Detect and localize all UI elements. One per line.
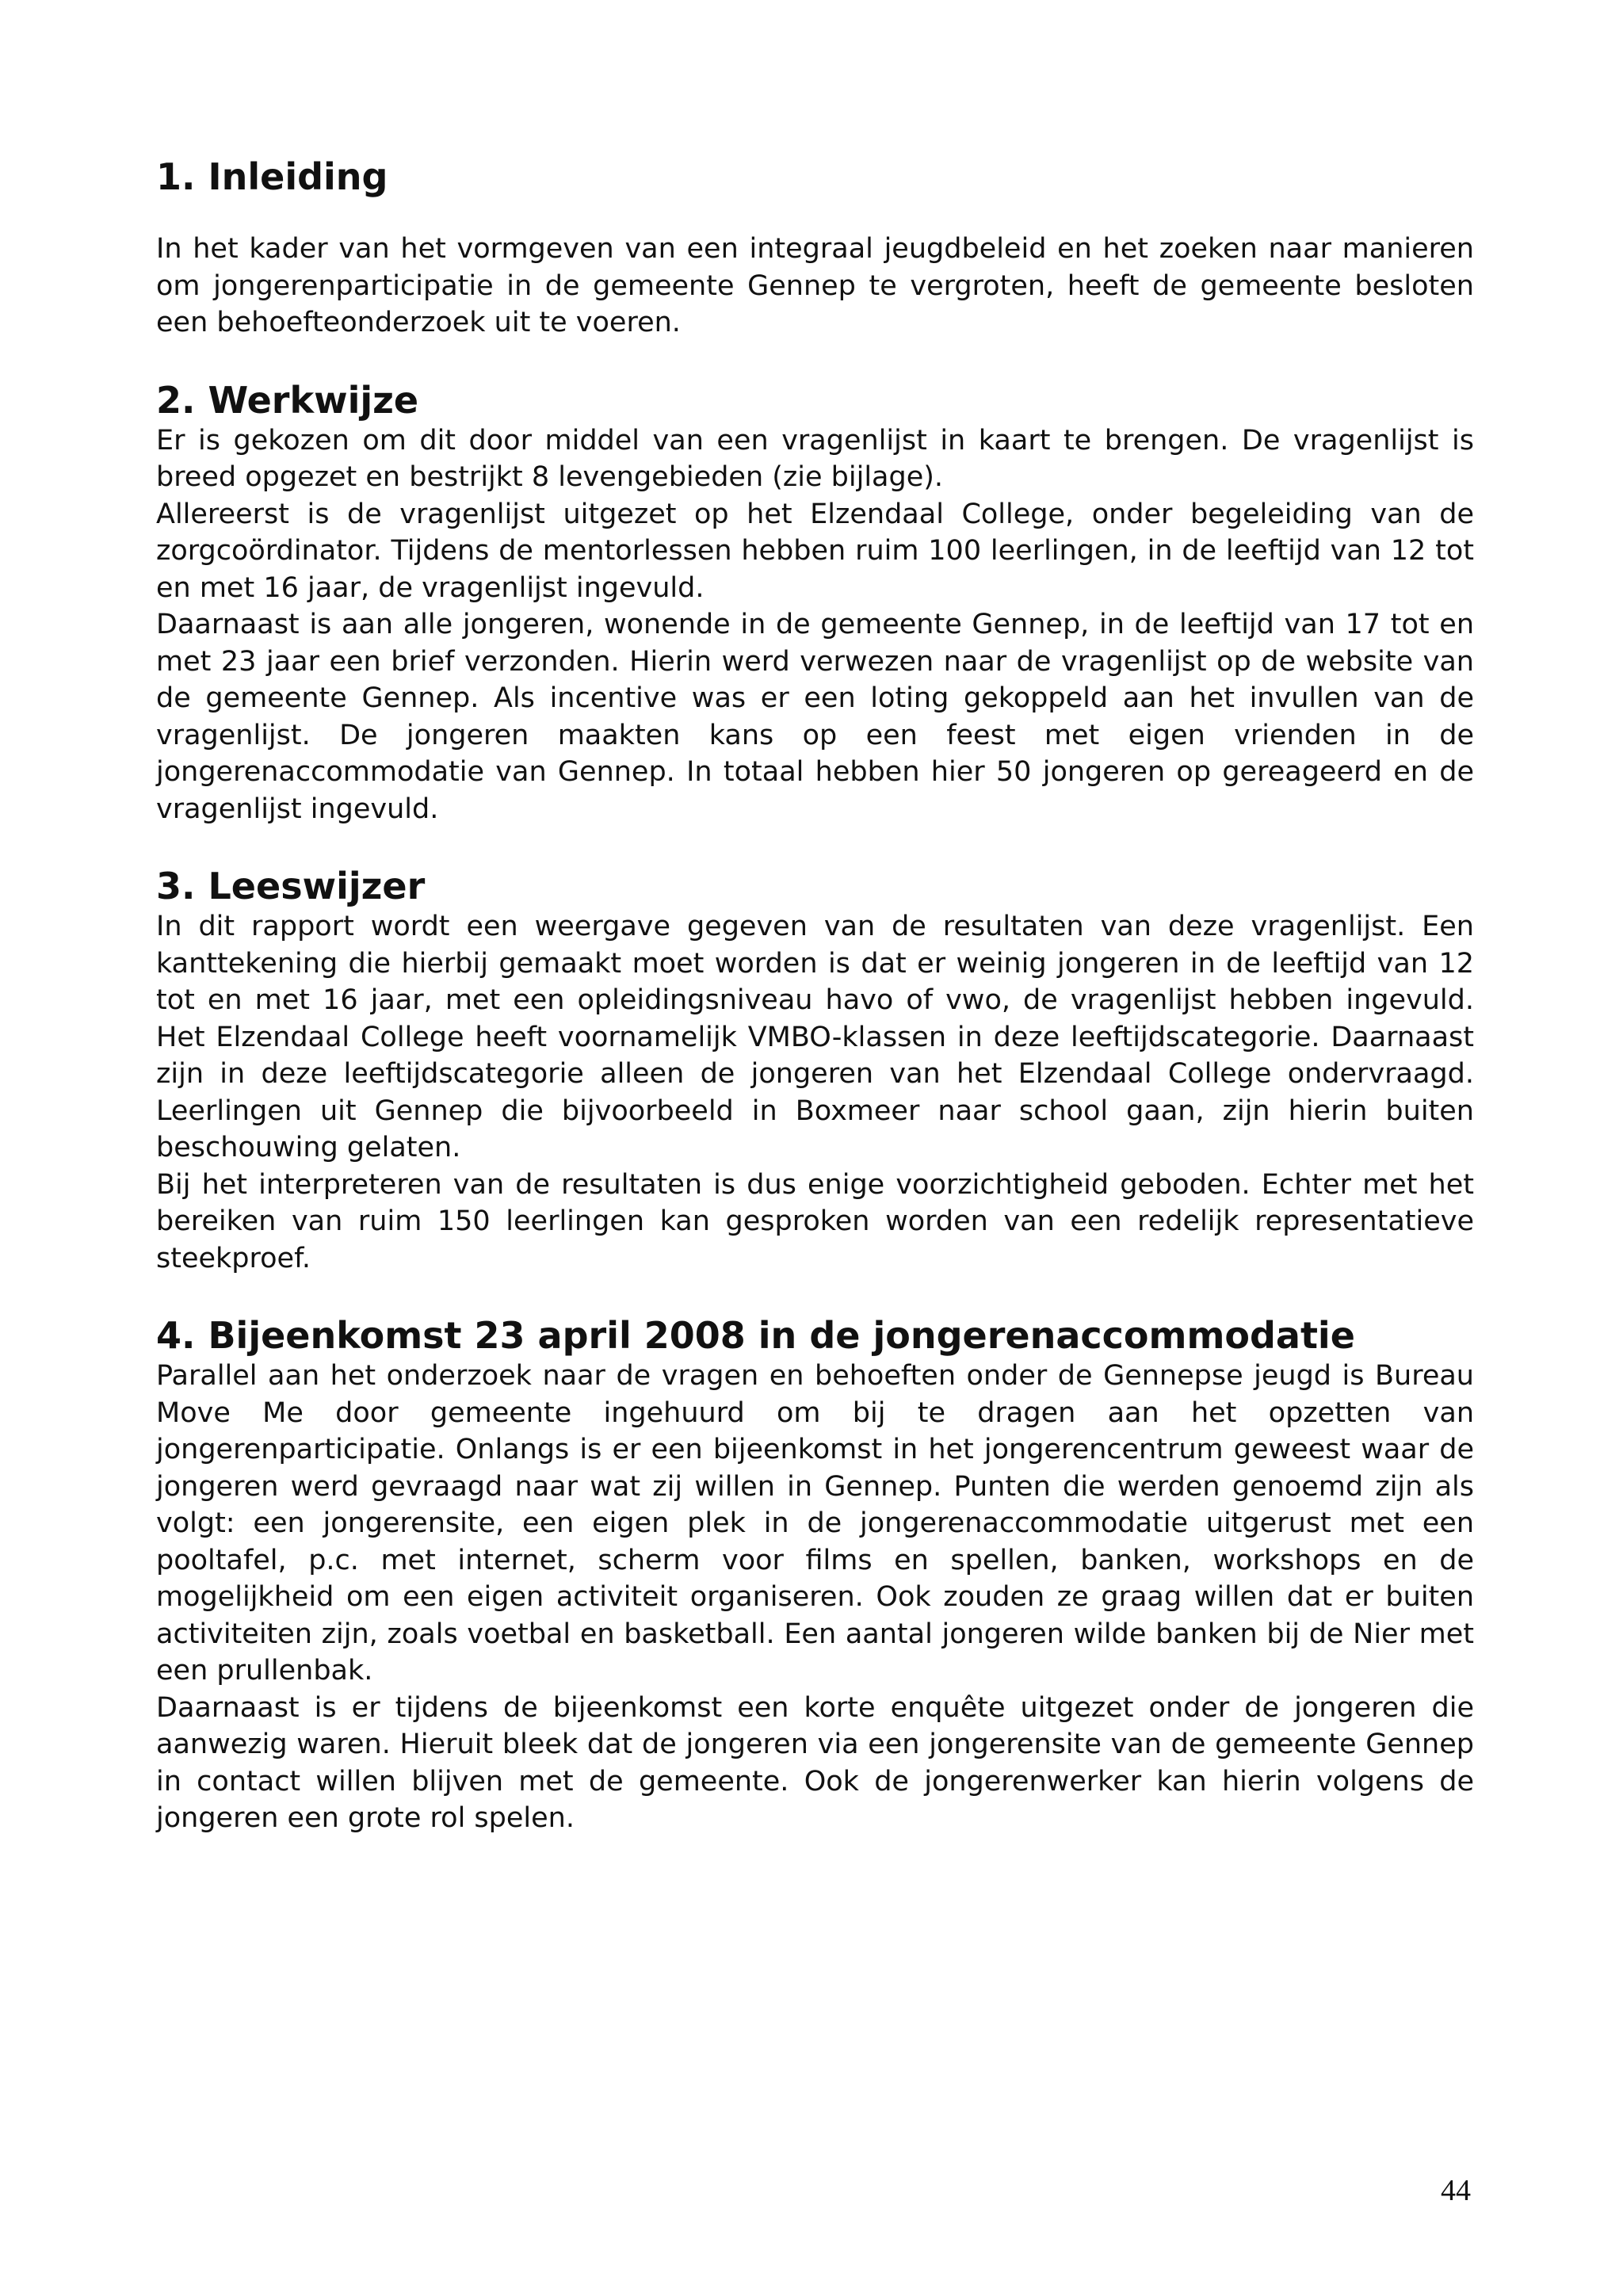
- section-heading: 2. Werkwijze: [156, 378, 419, 422]
- section-heading: 4. Bijeenkomst 23 april 2008 in de jongerenaccommodatie: [156, 1314, 1355, 1357]
- section-heading: 1. Inleiding: [156, 155, 388, 198]
- section-werkwijze: [156, 378, 1474, 828]
- section-spacer: [156, 342, 1474, 378]
- document-page: [156, 155, 1474, 1837]
- paragraph: Er is gekozen om dit door middel van een vragenlijst in kaart te brengen. De vragenlijst is breed opgezet en bestrijkt 8 levengebieden (zie bijlage).: [156, 424, 1474, 493]
- section-spacer: [156, 827, 1474, 864]
- paragraph: Bij het interpreteren van de resultaten is dus enige voorzichtigheid geboden. Echter met het bereiken van ruim 150 leerlingen kan gesproken worden van een redelijk representatieve steekproef.: [156, 1168, 1474, 1274]
- paragraph: In het kader van het vormgeven van een integraal jeugdbeleid en het zoeken naar manieren om jongerenparticipatie in de gemeente Gennep te vergroten, heeft de gemeente besloten een behoefteonderzoek uit te voeren.: [156, 233, 1474, 338]
- paragraph: In dit rapport wordt een weergave gegeven van de resultaten van deze vragenlijst. Een kanttekening die hierbij gemaakt moet worden is dat er weinig jongeren in de leeftijd van 12 tot en met 16 jaar, met een opleidingsniveau havo of vwo, de vragenlijst hebben ingevuld. Het Elzendaal College heeft voornamelijk VMBO-klassen in deze leeftijdscategorie. Daarnaast zijn in deze leeftijdscategorie alleen de jongeren van het Elzendaal College ondervraagd. Leerlingen uit Gennep die bijvoorbeeld in Boxmeer naar school gaan, zijn hierin buiten beschouwing gelaten.: [156, 911, 1474, 1163]
- page-number: 44: [1441, 2174, 1471, 2207]
- section-leeswijzer: [156, 864, 1474, 1277]
- paragraph: Daarnaast is er tijdens de bijeenkomst een korte enquête uitgezet onder de jongeren die aanwezig waren. Hieruit bleek dat de jongeren via een jongerensite van de gemeente Gennep in contact willen blijven met de gemeente. Ook de jongerenwerker kan hierin volgens de jongeren een grote rol spelen.: [156, 1691, 1474, 1834]
- paragraph: Parallel aan het onderzoek naar de vragen en behoeften onder de Gennepse jeugd is Bureau Move Me door gemeente ingehuurd om bij te dragen aan het opzetten van jongerenparticipatie. Onlangs is er een bijeenkomst in het jongerencentrum geweest waar de jongeren werd gevraagd naar wat zij willen in Gennep. Punten die werden genoemd zijn als volgt: een jongerensite, een eigen plek in de jongerenaccommodatie uitgerust met een pooltafel, p.c. met internet, scherm voor films en spellen, banken, workshops en de mogelijkheid om een eigen activiteit organiseren. Ook zouden ze graag willen dat er buiten activiteiten zijn, zoals voetbal en basketball. Een aantal jongeren wilde banken bij de Nier met een prullenbak.: [156, 1360, 1474, 1687]
- section-heading: 3. Leeswijzer: [156, 865, 426, 907]
- section-spacer: [156, 1277, 1474, 1313]
- paragraph: Daarnaast is aan alle jongeren, wonende in de gemeente Gennep, in de leeftijd van 17 tot en met 23 jaar een brief verzonden. Hierin werd verwezen naar de vragenlijst op de website van de gemeente Gennep. Als incentive was er een loting gekoppeld aan het invullen van de vragenlijst. De jongeren maakten kans op een feest met eigen vrienden in de jongerenaccommodatie van Gennep. In totaal hebben hier 50 jongeren op gereageerd en de vragenlijst ingevuld.: [156, 609, 1474, 825]
- paragraph: Allereerst is de vragenlijst uitgezet op het Elzendaal College, onder begeleiding van de zorgcoördinator. Tijdens de mentorlessen hebben ruim 100 leerlingen, in de leeftijd van 12 tot en met 16 jaar, de vragenlijst ingevuld.: [156, 498, 1474, 604]
- section-bijeenkomst: [156, 1313, 1474, 1837]
- section-inleiding: [156, 155, 1474, 342]
